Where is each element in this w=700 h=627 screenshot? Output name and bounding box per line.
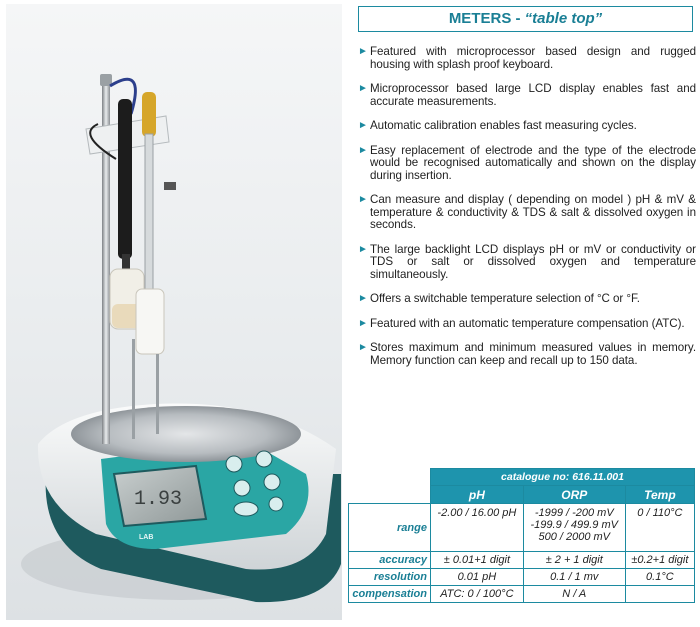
compensation-temp [625, 586, 694, 603]
section-header [358, 6, 693, 32]
feature-text: Featured with an automatic temperature compensation (ATC). [370, 316, 685, 330]
feature-text: Automatic calibration enables fast measuring cycles. [370, 119, 637, 132]
feature-item [358, 83, 696, 108]
meter-photo [6, 4, 342, 620]
row-label-resolution: resolution [349, 569, 431, 586]
column-header-temp: Temp [625, 486, 694, 504]
catalogue-number: catalogue no: 616.11.001 [431, 469, 695, 486]
feature-item [358, 318, 696, 331]
column-header-ph: pH [431, 486, 524, 504]
feature-item [358, 293, 696, 306]
feature-item [358, 194, 696, 232]
bullet-arrow-icon: ► [358, 83, 368, 94]
accuracy-temp: ±0.2+1 digit [625, 552, 694, 569]
feature-item [358, 244, 696, 282]
feature-text: Stores maximum and minimum measured values in memory. Memory function can keep and recall up to 150 data. [370, 341, 696, 367]
feature-item [358, 145, 696, 183]
feature-text: The large backlight LCD displays pH or mV or conductivity or TDS or salt or dissolved oxygen and temperature simultaneously. [370, 242, 696, 281]
feature-text: Can measure and display ( depending on model ) pH & mV & temperature & conductivity & TDS & salt & dissolved oxygen in seconds. [370, 193, 696, 231]
product-photo [6, 4, 342, 620]
feature-text: Offers a switchable temperature selection of °C or °F. [370, 292, 640, 305]
compensation-orp: N / A [523, 586, 625, 603]
bullet-arrow-icon: ► [358, 293, 368, 304]
range-ph: -2.00 / 16.00 pH [431, 504, 524, 552]
feature-list [358, 46, 696, 379]
feature-text: Microprocessor based large LCD display enables fast and accurate measurements. [370, 82, 696, 108]
feature-item [358, 46, 696, 71]
resolution-ph: 0.01 pH [431, 569, 524, 586]
bullet-arrow-icon: ► [358, 342, 368, 353]
bullet-arrow-icon: ► [358, 144, 368, 156]
feature-text: Easy replacement of electrode and the type of the electrode would be recognised automatically and shown on the display during insertion. [370, 143, 696, 182]
spec-table [348, 468, 695, 603]
resolution-temp: 0.1°C [625, 569, 694, 586]
bullet-arrow-icon: ► [358, 317, 368, 329]
display-reading: 1.93 [134, 488, 183, 511]
range-orp: -1999 / -200 mV -199.9 / 499.9 mV 500 / 2000 mV [523, 504, 625, 552]
bullet-arrow-icon: ► [358, 243, 368, 255]
header-title: METERS [448, 10, 512, 27]
bullet-arrow-icon: ► [358, 46, 368, 57]
bullet-arrow-icon: ► [358, 120, 368, 131]
bullet-arrow-icon: ► [358, 194, 368, 205]
row-label-accuracy: accuracy [349, 552, 431, 569]
table-row [349, 552, 695, 569]
row-label-range: range [349, 504, 431, 552]
column-header-orp: ORP [523, 486, 625, 504]
compensation-ph: ATC: 0 / 100°C [431, 586, 524, 603]
row-label-compensation: compensation [349, 586, 431, 603]
accuracy-orp: ± 2 + 1 digit [523, 552, 625, 569]
brand-label: LAB [139, 534, 154, 541]
feature-item [358, 342, 696, 367]
range-temp: 0 / 110°C [625, 504, 694, 552]
table-row [349, 586, 695, 603]
feature-text: Featured with microprocessor based design and rugged housing with splash proof keyboard. [370, 45, 696, 71]
table-row [349, 504, 695, 552]
accuracy-ph: ± 0.01+1 digit [431, 552, 524, 569]
header-subtitle: “table top” [524, 10, 603, 27]
resolution-orp: 0.1 / 1 mv [523, 569, 625, 586]
feature-item [358, 120, 696, 133]
header-separator: - [511, 10, 525, 27]
table-row [349, 569, 695, 586]
